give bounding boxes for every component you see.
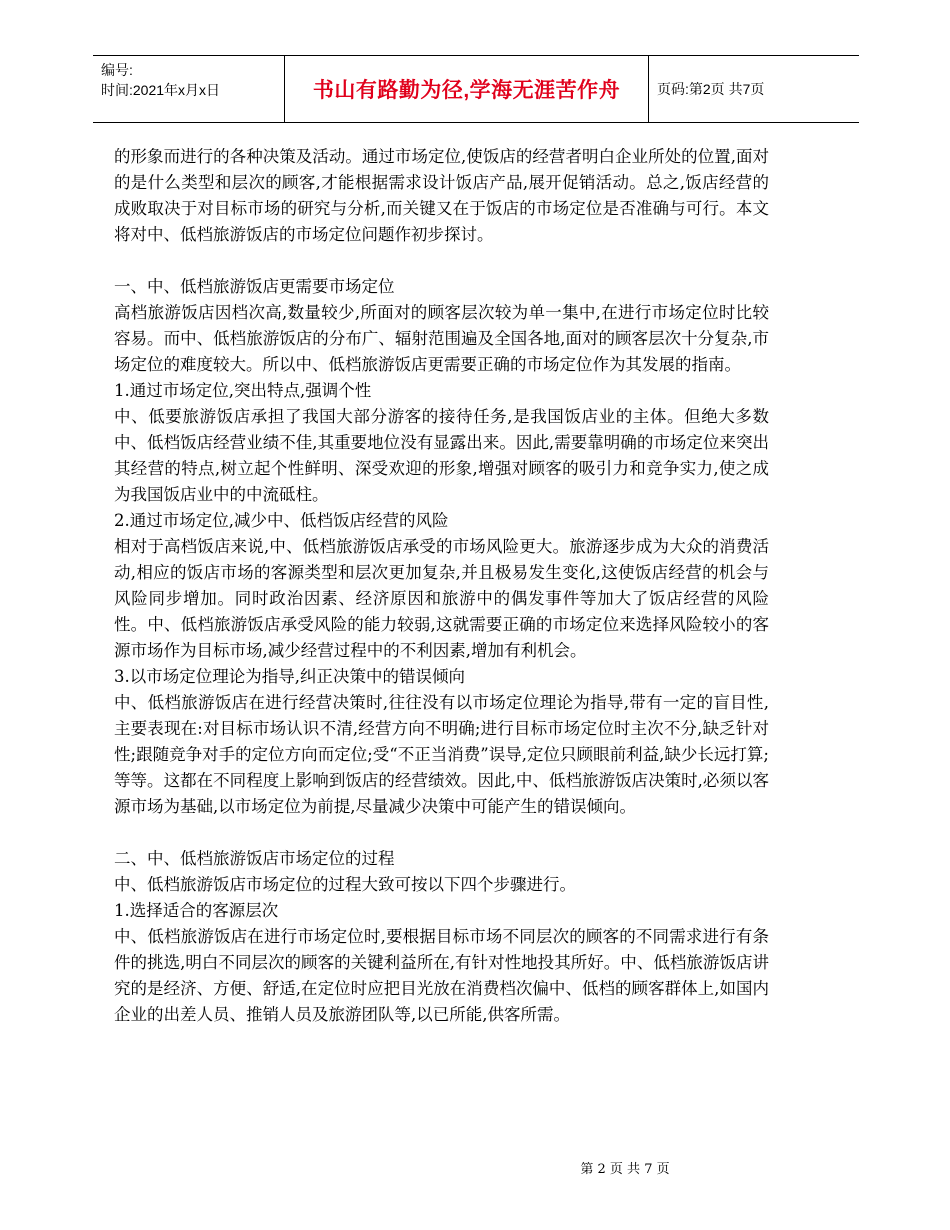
subheading-1-3: 3.以市场定位理论为指导,纠正决策中的错误倾向 [114, 667, 465, 686]
paragraph-2-1: 中、低档旅游饭店在进行市场定位时,要根据目标市场不同层次的顾客的不同需求进行有条件的挑选,明白不同层次的顾客的关键利益所在,有针对性地投其所好。中、低档旅游饭店讲究的是经济、方便、舒适,在定位时应把目光放在消费档次偏中、低档的顾客群体上,如国内企业的出差人员、推销人员及旅游团队等,以已所能,供客所需。 [114, 927, 769, 1024]
subheading-1-2: 2.通过市场定位,减少中、低档饭店经营的风险 [114, 511, 449, 530]
subheading-2-1: 1.选择适合的客源层次 [114, 901, 279, 920]
section-heading-1: 一、中、低档旅游饭店更需要市场定位 [114, 277, 395, 296]
paragraph-gap [114, 820, 769, 846]
page-header [93, 55, 859, 123]
header-meta [93, 56, 285, 122]
section-heading-2: 二、中、低档旅游饭店市场定位的过程 [114, 849, 395, 868]
document-body [114, 144, 769, 1028]
paragraph-1-2: 相对于高档饭店来说,中、低档旅游饭店承受的市场风险更大。旅游逐步成为大众的消费活动,相应的饭店市场的客源类型和层次更加复杂,并且极易发生变化,这使饭店经营的机会与风险同步增加。同时政治因素、经济原因和旅游中的偶发事件等加大了饭店经营的风险性。中、低档旅游饭店承受风险的能力较弱,这就需要正确的市场定位来选择风险较小的客源市场作为目标市场,减少经营过程中的不利因素,增加有利机会。 [114, 537, 769, 660]
page-footer: 第 2 页 共 7 页 [580, 1162, 670, 1177]
paragraph-1-3: 中、低档旅游饭店在进行经营决策时,往往没有以市场定位理论为指导,带有一定的盲目性,主要表现在:对目标市场认识不清,经营方向不明确;进行目标市场定位时主次不分,缺乏针对性;跟随竞争对手的定位方向而定位;受“不正当消费”误导,定位只顾眼前利益,缺少长远打算;等等。这都在不同程度上影响到饭店的经营绩效。因此,中、低档旅游饭店决策时,必须以客源市场为基础,以市场定位为前提,尽量减少决策中可能产生的错误倾向。 [114, 693, 769, 816]
header-page-info: 页码:第2页 共7页 [657, 81, 765, 97]
paragraph-intro: 的形象而进行的各种决策及活动。通过市场定位,使饭店的经营者明白企业所处的位置,面对的是什么类型和层次的顾客,才能根据需求设计饭店产品,展开促销活动。总之,饭店经营的成败取决于对目标市场的研究与分析,而关键又在于饭店的市场定位是否准确与可行。本文将对中、低档旅游饭店的市场定位问题作初步探讨。 [114, 147, 769, 244]
header-motto: 书山有路勤为径,学海无涯苦作舟 [285, 56, 649, 122]
paragraph-section-1: 高档旅游饭店因档次高,数量较少,所面对的顾客层次较为单一集中,在进行市场定位时比较容易。而中、低档旅游饭店的分布广、辐射范围遍及全国各地,面对的顾客层次十分复杂,市场定位的难度较大。所以中、低档旅游饭店更需要正确的市场定位作为其发展的指南。 [114, 303, 769, 374]
document-number-label: 编号: [101, 62, 133, 78]
paragraph-gap [114, 248, 769, 274]
document-time-label: 时间:2021年x月x日 [101, 82, 221, 98]
paragraph-1-1: 中、低要旅游饭店承担了我国大部分游客的接待任务,是我国饭店业的主体。但绝大多数中、低档饭店经营业绩不佳,其重要地位没有显露出来。因此,需要靠明确的市场定位来突出其经营的特点,树立起个性鲜明、深受欢迎的形象,增强对顾客的吸引力和竞争实力,使之成为我国饭店业中的中流砥柱。 [114, 407, 769, 504]
subheading-1-1: 1.通过市场定位,突出特点,强调个性 [114, 381, 372, 400]
paragraph-section-2: 中、低档旅游饭店市场定位的过程大致可按以下四个步骤进行。 [114, 875, 576, 894]
